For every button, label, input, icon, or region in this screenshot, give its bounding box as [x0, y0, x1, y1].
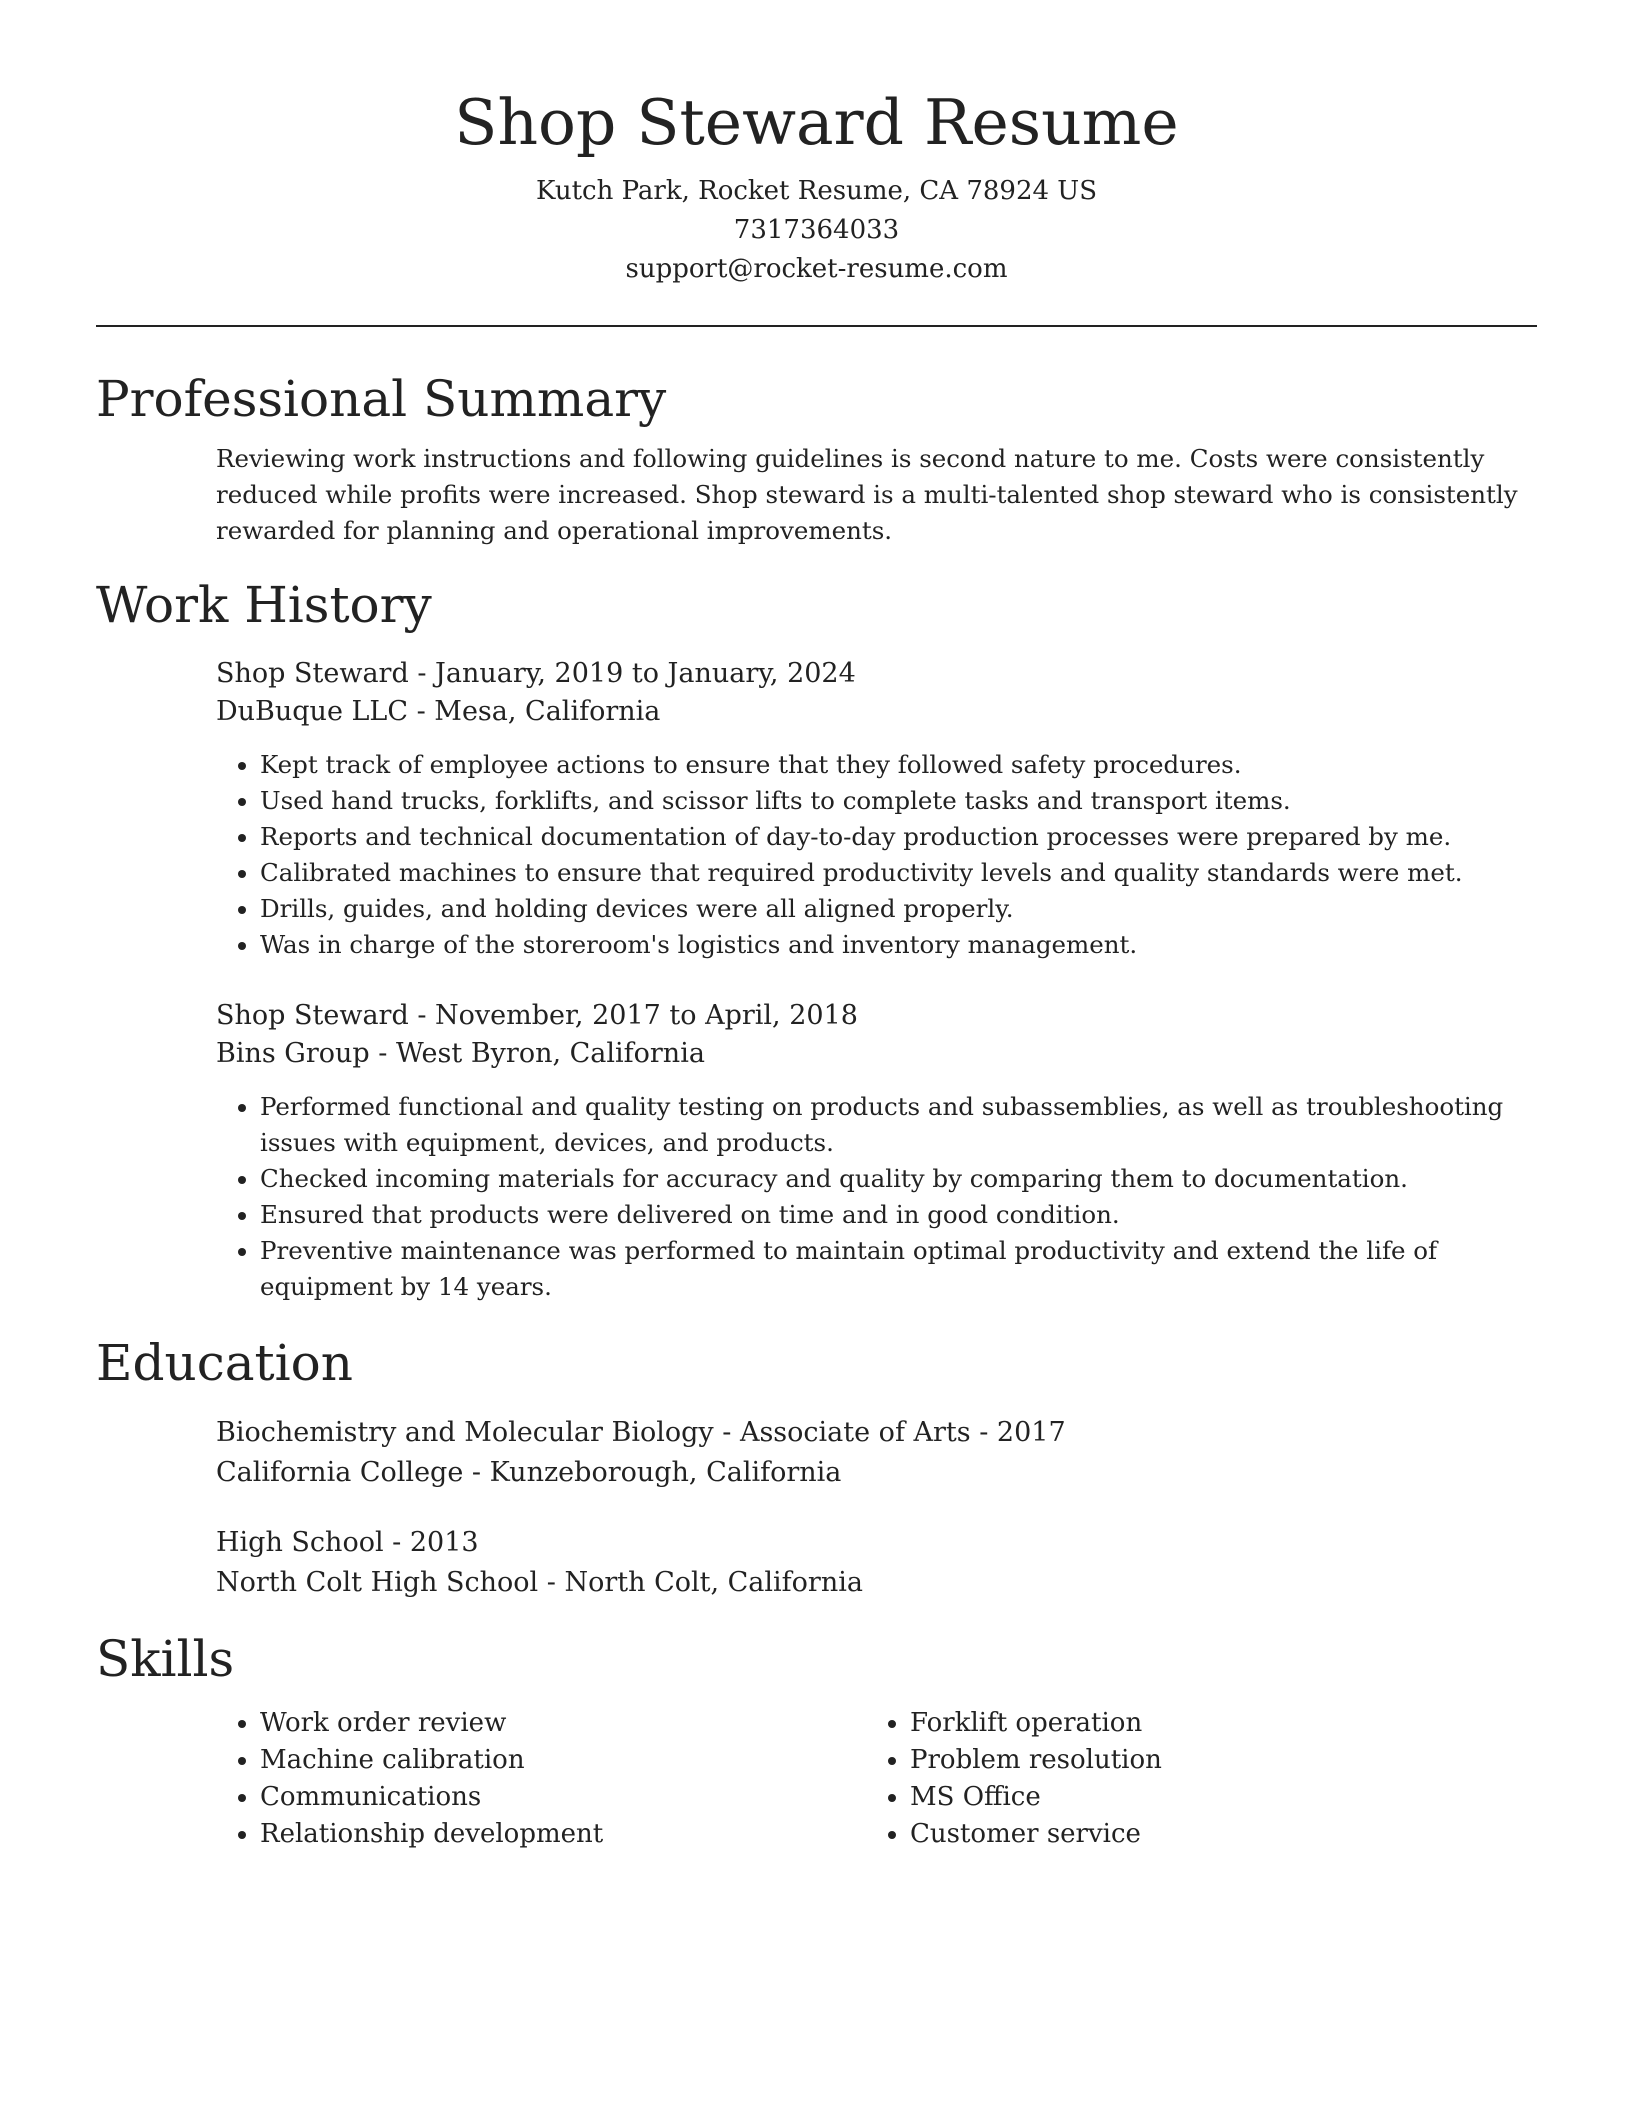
school-line: California College - Kunzeborough, California — [216, 1457, 842, 1488]
job-bullet: • Preventive maintenance was performed to maintain optimal productivity and extend the life of equipment by 14 years. — [260, 1233, 1542, 1305]
phone: 7317364033 — [733, 215, 900, 245]
skills-heading: Skills — [96, 1630, 235, 1688]
job-bullet: • Performed functional and quality testing on products and subassemblies, as well as troubleshooting issues with equipment, devices, and products. — [260, 1089, 1542, 1161]
job-entry — [216, 655, 1537, 963]
header-divider — [96, 325, 1537, 327]
job-bullet: • Kept track of employee actions to ensure that they followed safety procedures. — [260, 747, 1542, 783]
job-company-line: Bins Group - West Byron, California — [216, 1038, 705, 1069]
job-entry — [216, 997, 1537, 1305]
address: Kutch Park, Rocket Resume, CA 78924 US — [535, 176, 1098, 206]
skill-item: • Problem resolution — [910, 1742, 1510, 1779]
email: support@rocket-resume.com — [625, 254, 1008, 284]
degree-line: High School - 2013 — [216, 1527, 479, 1558]
resume-title: Shop Steward Resume — [454, 86, 1179, 159]
job-bullet: • Reports and technical documentation of day-to-day production processes were prepared by me. — [260, 819, 1542, 855]
skill-item: • Forklift operation — [910, 1705, 1510, 1742]
skill-item: • MS Office — [910, 1779, 1510, 1816]
education-entry — [216, 1523, 1537, 1603]
job-bullet: • Drills, guides, and holding devices were all aligned properly. — [260, 891, 1542, 927]
skill-item: • Work order review — [260, 1705, 866, 1742]
skills-list — [216, 1705, 1537, 1853]
education-entry — [216, 1413, 1537, 1493]
summary-heading: Professional Summary — [96, 370, 667, 428]
skill-item: • Communications — [260, 1779, 866, 1816]
resume-page — [96, 0, 1537, 1853]
job-bullets — [216, 747, 1542, 963]
school-line: North Colt High School - North Colt, California — [216, 1567, 863, 1598]
education-heading: Education — [96, 1334, 353, 1392]
resume-header — [96, 0, 1537, 289]
skill-item: • Relationship development — [260, 1816, 866, 1853]
job-title-line: Shop Steward - November, 2017 to April, 2018 — [216, 1000, 858, 1031]
work-history-heading: Work History — [96, 576, 432, 634]
skill-item: • Machine calibration — [260, 1742, 866, 1779]
job-bullets — [216, 1089, 1542, 1305]
skills-column-left — [216, 1705, 866, 1853]
degree-line: Biochemistry and Molecular Biology - Associate of Arts - 2017 — [216, 1417, 1066, 1448]
job-bullet: • Used hand trucks, forklifts, and scissor lifts to complete tasks and transport items. — [260, 783, 1542, 819]
summary-text: Reviewing work instructions and following guidelines is second nature to me. Costs were consistently reduced while profits were increased. Shop steward is a multi-talented shop steward who is consistently rewarded for planning and operational improvements. — [216, 444, 1518, 545]
job-bullet: • Was in charge of the storeroom's logistics and inventory management. — [260, 927, 1542, 963]
job-bullet: • Ensured that products were delivered on time and in good condition. — [260, 1197, 1542, 1233]
job-bullet: • Calibrated machines to ensure that required productivity levels and quality standards were met. — [260, 855, 1542, 891]
job-bullet: • Checked incoming materials for accuracy and quality by comparing them to documentation. — [260, 1161, 1542, 1197]
job-company-line: DuBuque LLC - Mesa, California — [216, 696, 661, 727]
skill-item: • Customer service — [910, 1816, 1510, 1853]
skills-column-right — [866, 1705, 1510, 1853]
job-title-line: Shop Steward - January, 2019 to January, 2024 — [216, 658, 856, 689]
